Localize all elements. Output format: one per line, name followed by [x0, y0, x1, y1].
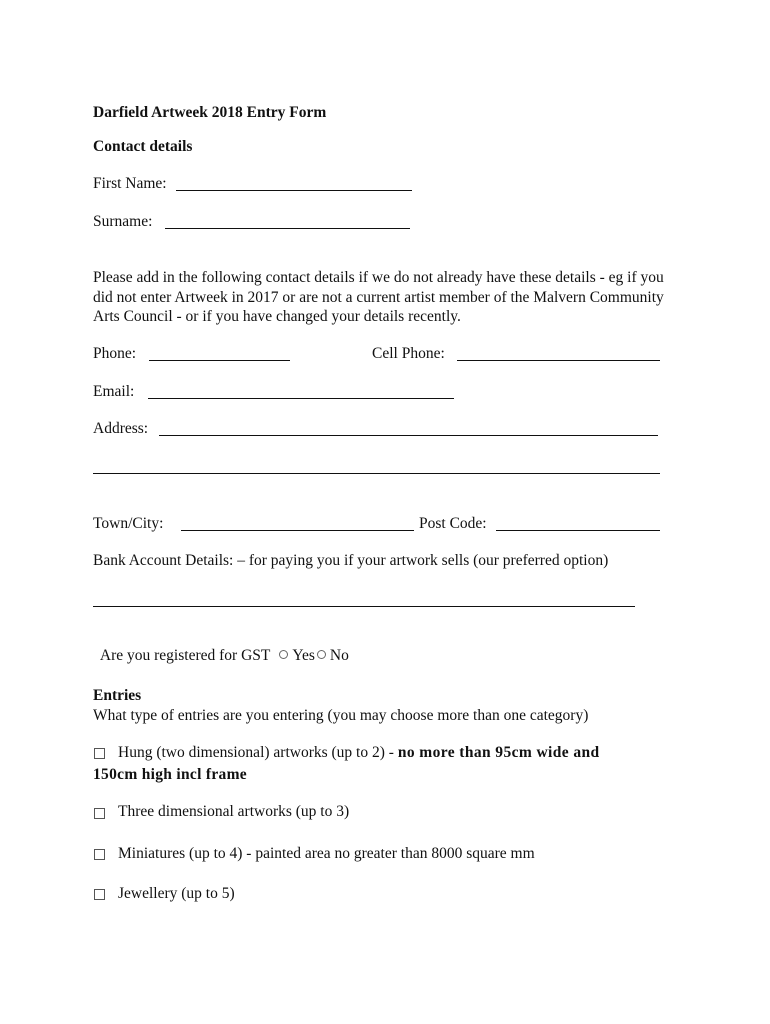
town-city-field[interactable]: [181, 530, 414, 531]
miniatures-checkbox[interactable]: [94, 849, 105, 860]
gst-question-label: Are you registered for GST: [99, 647, 271, 664]
first-name-label: First Name:: [93, 175, 167, 192]
hung-artworks-size-note-cont: 150cm high incl frame: [93, 766, 247, 783]
jewellery-checkbox[interactable]: [94, 889, 105, 900]
gst-question-row: [93, 627, 349, 665]
jewellery-label: Jewellery (up to 5): [118, 885, 235, 902]
entries-heading: Entries: [93, 687, 142, 704]
three-dimensional-checkbox[interactable]: [94, 808, 105, 819]
gst-yes-label: Yes: [292, 647, 315, 664]
address-label: Address:: [93, 420, 152, 437]
form-title: Darfield Artweek 2018 Entry Form: [93, 104, 327, 121]
hung-artworks-checkbox[interactable]: [94, 748, 105, 759]
first-name-field[interactable]: [176, 190, 412, 191]
post-code-label: Post Code:: [419, 515, 487, 532]
post-code-field[interactable]: [496, 530, 660, 531]
town-city-label: Town/City:: [93, 515, 168, 532]
gst-no-radio[interactable]: [317, 650, 326, 659]
surname-label: Surname:: [93, 213, 157, 230]
phone-label: Phone:: [93, 345, 140, 362]
hung-artworks-option: [118, 743, 600, 762]
surname-field[interactable]: [165, 228, 410, 229]
phone-field[interactable]: [149, 360, 290, 361]
gst-yes-radio[interactable]: [279, 650, 288, 659]
cell-phone-label: Cell Phone:: [372, 345, 449, 362]
address-field[interactable]: [159, 435, 658, 436]
bank-account-label: Bank Account Details: – for paying you if your artwork sells (our preferred option): [93, 552, 609, 569]
entries-instructions: What type of entries are you entering (you may choose more than one category): [93, 707, 589, 724]
address-field-line-2[interactable]: [93, 473, 660, 474]
hung-artworks-label: Hung (two dimensional) artworks (up to 2) -: [118, 744, 398, 761]
three-dimensional-label: Three dimensional artworks (up to 3): [118, 803, 350, 820]
miniatures-label: Miniatures (up to 4) - painted area no greater than 8000 square mm: [118, 845, 535, 862]
email-field[interactable]: [148, 398, 454, 399]
cell-phone-field[interactable]: [457, 360, 660, 361]
bank-account-field[interactable]: [93, 606, 635, 607]
contact-instructions: Please add in the following contact details if we do not already have these details - eg if you did not enter Artweek in 2017 or are not a current artist member of the Malvern Community Arts Council - or if you have changed your details recently.: [93, 269, 664, 325]
contact-details-heading: Contact details: [93, 138, 193, 155]
email-label: Email:: [93, 383, 139, 400]
hung-artworks-size-note: no more than 95cm wide and: [397, 744, 600, 761]
gst-no-label: No: [329, 647, 349, 664]
